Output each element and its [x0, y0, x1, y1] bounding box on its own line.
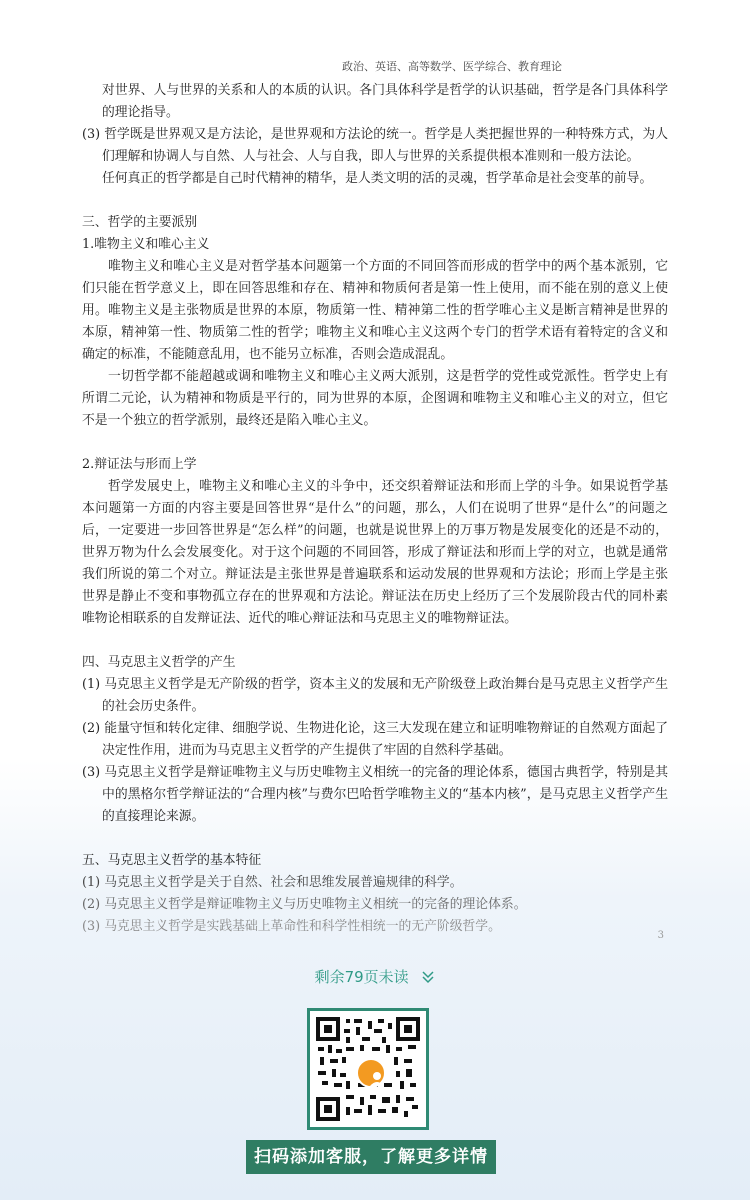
qr-code: [307, 1008, 429, 1130]
section-heading: 四、马克思主义哲学的产生: [82, 655, 236, 670]
list-item: (3) 马克思主义哲学是辩证唯物主义与历史唯物主义相统一的完备的理论体系，德国古典哲学，特别是其中的黑格尔哲学辩证法的“合理内核”与费尔巴哈哲学唯物主义的“基本内核”，是马克思主义哲学产生的直接理论来源。: [82, 765, 668, 824]
subsection-heading: 2.辩证法与形而上学: [82, 457, 197, 472]
customer-service-avatar-icon: [356, 1058, 386, 1088]
read-more-button[interactable]: [0, 966, 750, 988]
list-item: (2) 马克思主义哲学是辩证唯物主义与历史唯物主义相统一的完备的理论体系。: [82, 897, 527, 912]
add-customer-service-button[interactable]: 扫码添加客服，了解更多详情: [246, 1140, 496, 1174]
paragraph: 唯物主义和唯心主义是对哲学基本问题第一个方面的不同回答而形成的哲学中的两个基本派别，它们只能在哲学意义上，即在回答思维和存在、精神和物质何者是第一性上使用，而不能在别的意义上使用。唯物主义是主张物质是世界的本原，物质第一性、精神第二性的哲学唯心主义是断言精神是世界的本原，精神第一性、物质第二性的哲学；唯物主义和唯心主义这两个专门的哲学术语有着特定的含义和确定的标准，不能随意乱用，也不能另立标准，否则会造成混乱。: [82, 259, 668, 362]
section-heading: 三、哲学的主要派别: [82, 215, 198, 230]
paragraph: 对世界、人与世界的关系和人的本质的认识。各门具体科学是哲学的认识基础，哲学是各门具体科学的理论指导。: [102, 83, 668, 120]
list-item: (1) 马克思主义哲学是关于自然、社会和思维发展普遍规律的科学。: [82, 875, 463, 890]
subsection-heading: 1.唯物主义和唯心主义: [82, 237, 210, 252]
remaining-pages-label: 剩余79页未读: [314, 968, 409, 986]
list-item: (3) 哲学既是世界观又是方法论，是世界观和方法论的统一。哲学是人类把握世界的一种特殊方式，为人们理解和协调人与自然、人与社会、人与自我，即人与世界的关系提供根本准则和一般方法论。: [82, 127, 668, 164]
section-heading: 五、马克思主义哲学的基本特征: [82, 853, 262, 868]
paragraph: 哲学发展史上，唯物主义和唯心主义的斗争中，还交织着辩证法和形而上学的斗争。如果说哲学基本问题第一方面的内容主要是回答世界“是什么”的问题，那么，人们在说明了世界“是什么”的问题之后，一定要进一步回答世界是“怎么样”的问题，也就是说世界上的万事万物是发展变化的还是不动的，世界万物为什么会发展变化。对于这个问题的不同回答，形成了辩证法和形而上学的对立，也就是通常我们所说的第二个对立。辩证法是主张世界是普遍联系和运动发展的世界观和方法论；形而上学是主张世界是静止不变和事物孤立存在的世界观和方法论。辩证法在历史上经历了三个发展阶段古代的同朴素唯物论相联系的自发辩证法、近代的唯心辩证法和马克思主义的唯物辩证法。: [82, 479, 668, 626]
page-header-subjects: 政治、英语、高等数学、医学综合、教育理论: [342, 60, 562, 73]
document-body: [82, 80, 668, 938]
list-item: (1) 马克思主义哲学是无产阶级的哲学，资本主义的发展和无产阶级登上政治舞台是马克思主义哲学产生的社会历史条件。: [82, 677, 668, 714]
chevron-down-icon: [421, 970, 435, 988]
page-number: 3: [657, 930, 664, 941]
paragraph: 一切哲学都不能超越或调和唯物主义和唯心主义两大派别，这是哲学的党性或党派性。哲学史上有所谓二元论，认为精神和物质是平行的，同为世界的本原，企图调和唯物主义和唯心主义的对立，但它不是一个独立的哲学派别，最终还是陷入唯心主义。: [82, 369, 668, 428]
paragraph: 任何真正的哲学都是自己时代精神的精华，是人类文明的活的灵魂，哲学革命是社会变革的前导。: [102, 171, 653, 186]
list-item: (2) 能量守恒和转化定律、细胞学说、生物进化论，这三大发现在建立和证明唯物辩证的自然观方面起了决定性作用，进而为马克思主义哲学的产生提供了牢固的自然科学基础。: [82, 721, 668, 758]
list-item: (3) 马克思主义哲学是实践基础上革命性和科学性相统一的无产阶级哲学。: [82, 919, 501, 934]
